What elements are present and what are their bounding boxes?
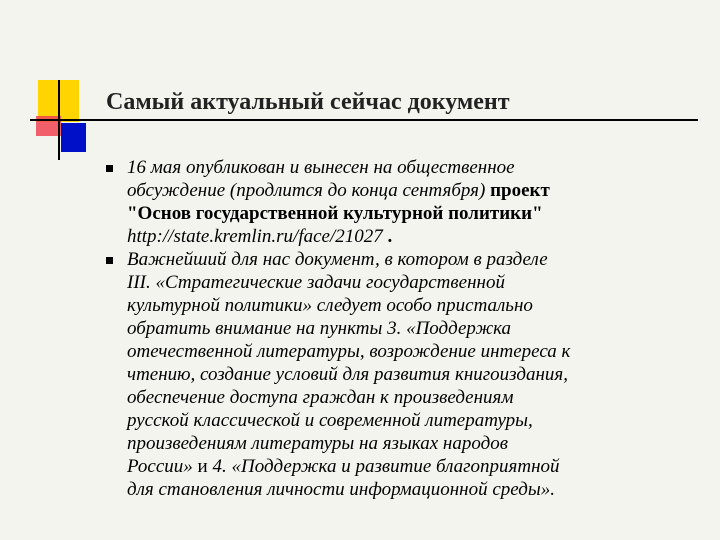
bullet-2-line-1: Важнейший для нас документ, в котором в разделе: [127, 249, 548, 270]
bullet-1-line-3-bold: "Основ государственной культурной политики": [127, 203, 543, 224]
bullet-list: [106, 156, 706, 501]
bullet-1-period: .: [387, 226, 393, 247]
bullet-1-line-2: обсуждение (продлится до конца сентября): [127, 180, 491, 201]
bullet-item-2: [106, 248, 706, 501]
bullet-1-line-1: 16 мая опубликован и вынесен на общественное: [127, 157, 515, 178]
bullet-2-line-7: обеспечение доступа граждан к произведениям: [127, 387, 514, 408]
bullet-2-line-4: обратить внимание на пункты 3. «Поддержка: [127, 318, 512, 339]
bullet-2-line-9: произведениям литературы на языках народов: [127, 433, 508, 454]
square-bullet-icon: [106, 257, 113, 264]
bullet-2-line-5: отечественной литературы, возрождение интереса к: [127, 341, 571, 362]
bullet-2-line-8: русской классической и современной литературы,: [127, 410, 533, 431]
bullet-item-1: [106, 156, 706, 248]
horizontal-rule: [30, 119, 698, 121]
blue-square-decoration: [61, 123, 86, 152]
bullet-2-line-2: III. «Стратегические задачи государственной: [127, 272, 505, 293]
bullet-2-line-10c: 4. «Поддержка и развитие благоприятной: [212, 456, 560, 477]
slide-title: Самый актуальный сейчас документ: [106, 89, 510, 115]
bullet-2-line-10a: России»: [127, 456, 193, 477]
bullet-2-line-11: для становления личности информационной среды».: [127, 479, 555, 500]
bullet-1-line-2-bold: проект: [490, 180, 550, 201]
bullet-2-line-6: чтению, создание условий для развития книгоиздания,: [127, 364, 568, 385]
bullet-2-line-3: культурной политики» следует особо пристально: [127, 295, 533, 316]
square-bullet-icon: [106, 165, 113, 172]
bullet-2-line-10b: и: [192, 456, 213, 477]
bullet-1-link[interactable]: http://state.kremlin.ru/face/21027: [127, 226, 388, 247]
